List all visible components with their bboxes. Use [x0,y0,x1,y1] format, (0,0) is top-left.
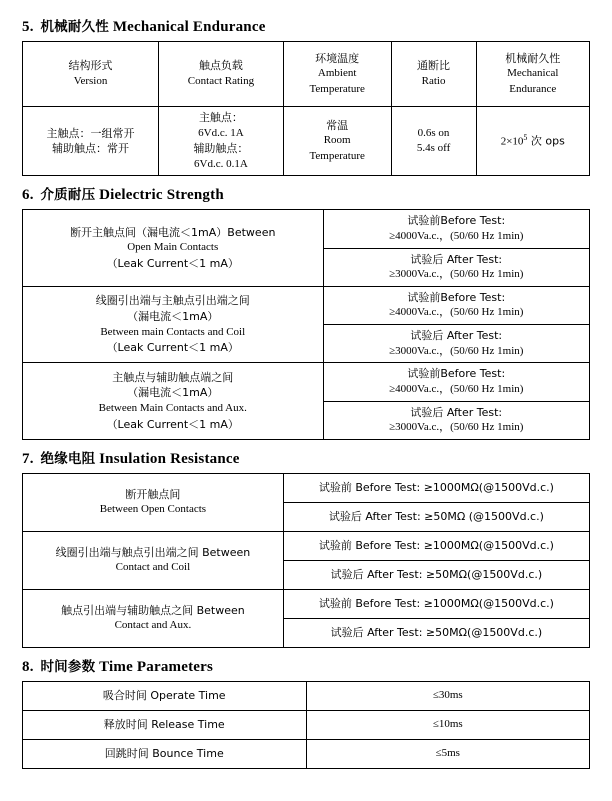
test-value: ≥4000Va.c.，(50/60 Hz 1min) [389,382,524,395]
cell-dielectric-before-1 [323,210,590,248]
header-cn: 结构形式 [68,59,113,73]
header-cell-version [23,42,159,107]
table-row [23,286,590,324]
table-header-row [23,42,590,107]
header-cn: 通断比 [417,59,451,73]
temp-en-2: Temperature [309,150,365,163]
table-data-row [23,107,590,176]
rating-line-1: 主触点： [198,111,243,124]
section-heading-mechanical [22,15,590,36]
cell-time-label-bounce: 回跳时间 Bounce Time [23,739,307,768]
header-cn: 环境温度 [315,51,360,65]
cell-insulation-condition-3 [23,589,284,647]
condition-line-2: Contact and Coil [115,561,191,574]
test-value: ≥3000Va.c.，(50/60 Hz 1min) [389,344,524,357]
section-title-cn: 机械耐久性 [40,19,109,35]
section-heading-time [22,655,590,676]
endurance-unit: 次 ops [527,134,565,148]
section-title-en: Insulation Resistance [99,450,240,467]
temp-cn: 常温 [326,118,349,132]
cell-contact-rating [159,107,284,176]
condition-line-3: （Leak Current＜1 mA） [106,256,239,270]
section-title-en: Dielectric Strength [99,187,224,204]
cell-dielectric-after-1 [323,248,590,286]
mechanical-endurance-table [22,41,590,176]
header-en: Mechanical [507,67,559,80]
cell-time-label-release: 释放时间 Release Time [23,710,307,739]
table-row [23,473,590,502]
cell-insulation-after-3: 试验后 After Test: ≥50MΩ(@1500Vd.c.) [283,618,589,647]
table-row [23,739,590,768]
section-number: 7. [22,450,34,467]
header-cell-mechanical-endurance [476,42,589,107]
ratio-line-2: 5.4s off [416,142,451,155]
section-title-cn: 介质耐压 [40,187,96,204]
test-stage: 试验前Before Test: [407,290,506,304]
header-cell-contact-rating [159,42,284,107]
cell-time-label-operate: 吸合时间 Operate Time [23,681,307,710]
header-cn: 机械耐久性 [505,51,561,65]
cell-ambient-temperature [283,107,391,176]
header-en: Ambient [317,67,357,80]
section-title-cn: 绝缘电阻 [40,450,96,467]
test-stage: 试验后 After Test: [410,405,503,419]
cell-time-value-operate: ≤30ms [306,681,590,710]
cell-dielectric-before-3 [323,363,590,401]
test-value: ≥3000Va.c.，(50/60 Hz 1min) [389,268,524,281]
condition-line-2: （漏电流＜1mA） [127,309,219,323]
cell-insulation-condition-2 [23,531,284,589]
section-title-cn: 时间参数 [40,658,96,675]
test-stage: 试验前Before Test: [407,214,506,228]
cell-insulation-before-3: 试验前 Before Test: ≥1000MΩ(@1500Vd.c.) [283,589,589,618]
section-heading-insulation [22,447,590,468]
cell-dielectric-condition-1 [23,210,324,286]
condition-line-2: Contact and Aux. [114,619,192,632]
version-line-2: 辅助触点：常开 [52,142,130,156]
temp-en-1: Room [323,134,351,147]
header-cell-ambient-temperature [283,42,391,107]
cell-dielectric-after-3 [323,401,590,439]
header-en: Ratio [421,75,446,87]
cell-dielectric-condition-2 [23,286,324,362]
version-line-1: 主触点：一组常开 [46,126,135,140]
test-stage: 试验后 After Test: [410,252,503,266]
cell-insulation-before-1: 试验前 Before Test: ≥1000MΩ(@1500Vd.c.) [283,473,589,502]
condition-line-2: Open Main Contacts [127,241,219,254]
test-value: ≥4000Va.c.，(50/60 Hz 1min) [389,306,524,319]
endurance-exponent: 5 [523,133,528,143]
condition-line-1: 线圈引出端与主触点引出端之间 [95,294,250,308]
test-stage: 试验前Before Test: [407,367,506,381]
test-value: ≥3000Va.c.，(50/60 Hz 1min) [389,421,524,434]
condition-line-1: 触点引出端与辅助触点之间 Between [61,603,245,617]
table-row [23,531,590,560]
cell-version [23,107,159,176]
cell-dielectric-condition-3 [23,363,324,439]
condition-line-1: 主触点与辅助触点端之间 [112,370,234,384]
rating-line-3: 辅助触点： [193,142,249,156]
condition-line-2: Between Open Contacts [99,503,207,516]
cell-insulation-after-1: 试验后 After Test: ≥50MΩ (@1500Vd.c.) [283,502,589,531]
section-title-en: Mechanical Endurance [112,19,266,35]
cell-dielectric-after-2 [323,325,590,363]
endurance-base: 2×10 [500,135,524,148]
condition-line-3: Between main Contacts and Coil [100,325,246,338]
header-en2: Temperature [309,82,365,95]
cell-mechanical-endurance [476,107,589,176]
table-row [23,210,590,248]
section-heading-dielectric [22,183,590,204]
table-row [23,710,590,739]
section-number: 5. [22,19,34,35]
header-cell-ratio [391,42,476,107]
section-title-en: Time Parameters [99,658,214,675]
cell-time-value-release: ≤10ms [306,710,590,739]
rating-line-4: 6Vd.c. 0.1A [194,157,248,170]
section-number: 8. [22,658,34,675]
condition-line-2: （漏电流＜1mA） [127,386,219,400]
test-value: ≥4000Va.c.，(50/60 Hz 1min) [389,230,524,243]
dielectric-strength-table [22,209,590,439]
cell-time-value-bounce: ≤5ms [306,739,590,768]
test-stage: 试验后 After Test: [410,329,503,343]
table-row [23,363,590,401]
condition-line-4: （Leak Current＜1 mA） [106,341,239,355]
header-cn: 触点负载 [198,59,243,73]
header-en: Contact Rating [187,75,255,87]
condition-line-4: （Leak Current＜1 mA） [106,417,239,431]
table-row [23,681,590,710]
ratio-line-1: 0.6s on [417,126,450,139]
insulation-resistance-table [22,473,590,648]
time-parameters-table [22,681,590,769]
condition-line-3: Between Main Contacts and Aux. [98,402,247,415]
cell-dielectric-before-2 [323,286,590,324]
section-number: 6. [22,187,34,204]
cell-insulation-before-2: 试验前 Before Test: ≥1000MΩ(@1500Vd.c.) [283,531,589,560]
condition-line-1: 断开主触点间（漏电流＜1mA）Between [70,225,276,239]
cell-insulation-after-2: 试验后 After Test: ≥50MΩ(@1500Vd.c.) [283,560,589,589]
cell-ratio [391,107,476,176]
condition-line-1: 断开触点间 [125,487,181,501]
condition-line-1: 线圈引出端与触点引出端之间 Between [55,545,251,559]
cell-insulation-condition-1 [23,473,284,531]
header-en2: Endurance [509,82,557,95]
table-row [23,589,590,618]
header-en: Version [73,75,108,87]
rating-line-2: 6Vd.c. 1A [198,126,244,139]
